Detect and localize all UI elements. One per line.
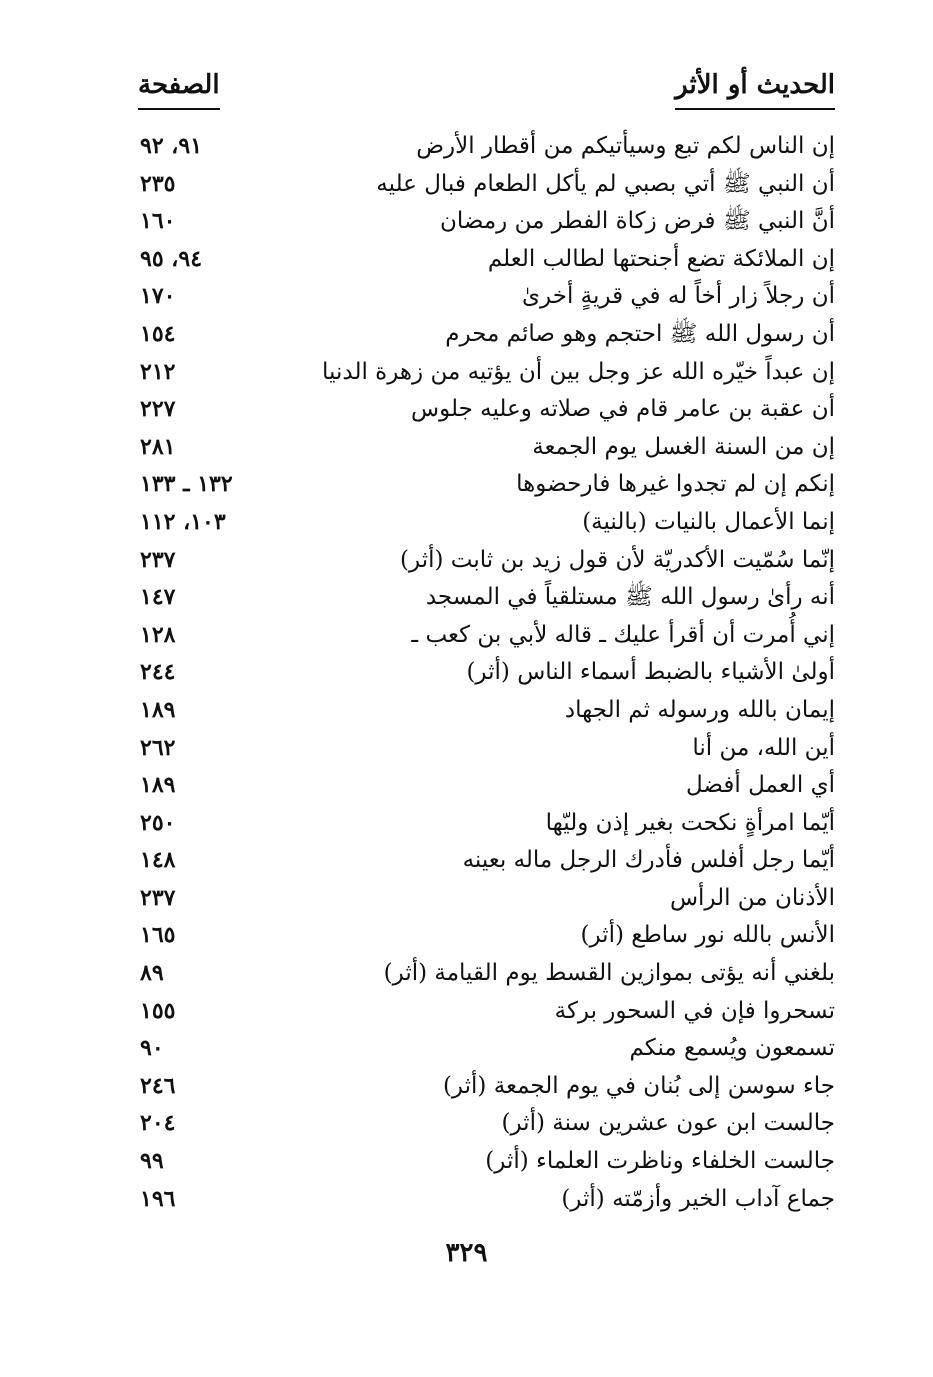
entry-page-ref: ٢٠٤ [140,1110,176,1137]
index-entry [0,1143,933,1181]
entry-text: أيّما رجل أفلس فأدرك الرجل ماله بعينه [462,847,835,874]
entry-text: أولىٰ الأشياء بالضبط أسماء الناس (أثر) [466,659,835,686]
index-entry [0,278,933,316]
index-entry [0,917,933,955]
column-header-hadith: الحديث أو الأثر [675,68,835,110]
entry-text: إن عبداً خيّره الله عز وجل بين أن يؤتيه من زهرة الدنيا [322,358,835,385]
index-entry [0,1181,933,1219]
entry-text: الأنس بالله نور ساطع (أثر) [580,922,835,949]
entry-page-ref: ١٣٢ ـ ١٣٣ [140,471,233,498]
index-entry [0,805,933,843]
entry-page-ref: ٩٩ [140,1148,164,1175]
index-entry [0,354,933,392]
entry-text: إنكم إن لم تجدوا غيرها فارحضوها [516,471,835,498]
entry-page-ref: ٢٢٧ [140,396,176,423]
entry-page-ref: ١٨٩ [140,772,176,799]
index-entry [0,128,933,166]
index-entry [0,767,933,805]
index-entry [0,955,933,993]
entry-text: أن النبي ﷺ أتي بصبي لم يأكل الطعام فبال عليه [376,170,835,197]
entry-text: أن رسول الله ﷺ احتجم وهو صائم محرم [445,320,835,347]
entry-page-ref: ٢٣٧ [140,884,176,911]
entry-page-ref: ٩٤، ٩٥ [140,245,203,272]
index-entry [0,730,933,768]
entry-text: تسمعون ويُسمع منكم [629,1035,835,1062]
entry-page-ref: ١٦٥ [140,922,176,949]
entry-text: جالست ابن عون عشرين سنة (أثر) [501,1110,835,1137]
index-entry [0,579,933,617]
entry-page-ref: ٢٤٦ [140,1072,176,1099]
entry-text: أن عقبة بن عامر قام في صلاته وعليه جلوس [411,396,835,423]
entry-page-ref: ٩١، ٩٢ [140,133,203,159]
index-list [0,128,933,1218]
index-entry [0,504,933,542]
entry-text: أين الله، من أنا [692,734,835,761]
entry-page-ref: ١٧٠ [140,283,176,310]
entry-text: أنه رأىٰ رسول الله ﷺ مستلقياً في المسجد [425,584,835,611]
entry-page-ref: ٨٩ [140,960,164,987]
index-entry [0,880,933,918]
entry-text: جاء سوسن إلى بُنان في يوم الجمعة (أثر) [442,1072,835,1099]
entry-page-ref: ١٩٦ [140,1185,176,1212]
index-entry [0,391,933,429]
index-entry [0,1030,933,1068]
entry-text: بلغني أنه يؤتى بموازين القسط يوم القيامة (أثر) [383,960,835,987]
entry-text: إنّما سُمّيت الأكدريّة لأن قول زيد بن ثابت (أثر) [400,546,835,573]
entry-text: إن الناس لكم تبع وسيأتيكم من أقطار الأرض [416,133,835,159]
entry-text: جماع آداب الخير وأزمّته (أثر) [561,1185,835,1212]
entry-text: أن رجلاً زار أخاً له في قريةٍ أخرىٰ [522,283,835,310]
index-entry [0,429,933,467]
index-entry [0,1068,933,1106]
entry-text: أي العمل أفضل [686,772,835,799]
entry-text: إن من السنة الغسل يوم الجمعة [532,433,835,460]
index-entry [0,241,933,279]
index-entry [0,692,933,730]
index-entry [0,993,933,1031]
entry-page-ref: ٢٦٢ [140,734,176,761]
entry-text: إن الملائكة تضع أجنحتها لطالب العلم [487,245,835,272]
entry-page-ref: ١٥٥ [140,997,176,1024]
entry-page-ref: ٢٨١ [140,433,176,460]
entry-page-ref: ٢٤٤ [140,659,176,686]
entry-page-ref: ٩٠ [140,1035,164,1062]
entry-text: تسحروا فإن في السحور بركة [554,997,835,1024]
index-entry [0,166,933,204]
entry-text: أنَّ النبي ﷺ فرض زكاة الفطر من رمضان [440,208,835,235]
entry-text: الأذنان من الرأس [669,884,835,911]
entry-text: إنما الأعمال بالنيات (بالنية) [582,508,835,535]
index-entry [0,842,933,880]
entry-page-ref: ٢٣٥ [140,170,176,197]
entry-page-ref: ١٢٨ [140,621,176,648]
index-entry [0,466,933,504]
entry-page-ref: ١٥٤ [140,320,176,347]
entry-text: جالست الخلفاء وناظرت العلماء (أثر) [485,1148,835,1175]
entry-page-ref: ١٤٨ [140,847,176,874]
entry-text: أيّما امرأةٍ نكحت بغير إذن وليّها [545,809,835,836]
index-entry [0,617,933,655]
entry-text: إيمان بالله ورسوله ثم الجهاد [564,696,835,723]
column-header-page: الصفحة [138,68,220,110]
index-entry [0,654,933,692]
entry-page-ref: ٢٣٧ [140,546,176,573]
entry-page-ref: ٢١٢ [140,358,176,385]
index-entry [0,203,933,241]
entry-page-ref: ١٤٧ [140,584,176,611]
index-entry [0,1105,933,1143]
page-number: ٣٢٩ [445,1238,488,1268]
index-entry [0,316,933,354]
entry-page-ref: ٢٥٠ [140,809,176,836]
entry-page-ref: ١٦٠ [140,208,176,235]
entry-page-ref: ١٨٩ [140,696,176,723]
entry-text: إني أُمرت أن أقرأ عليك ـ قاله لأبي بن كعب ـ [411,621,835,648]
index-entry [0,542,933,580]
entry-page-ref: ١٠٣، ١١٢ [140,508,226,535]
